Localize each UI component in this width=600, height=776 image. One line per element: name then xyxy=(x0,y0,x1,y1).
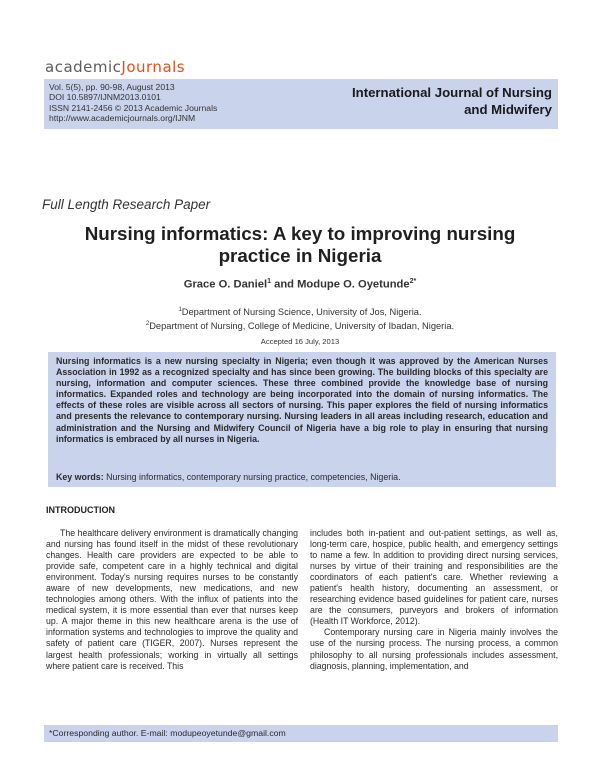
journal-name-line1: International Journal of Nursing xyxy=(351,85,552,100)
corresponding-mark: * xyxy=(413,278,417,285)
meta-volume: Vol. 5(5), pp. 90-98, August 2013 xyxy=(49,82,175,92)
meta-doi: DOI 10.5897/IJNM2013.0101 xyxy=(49,92,161,103)
meta-url[interactable]: http://www.academicjournals.org/IJNM xyxy=(49,112,196,123)
journal-name xyxy=(322,84,552,118)
paper-title xyxy=(40,223,560,267)
author-affil-sup: 1 xyxy=(267,278,271,285)
author-name: Grace O. Daniel xyxy=(183,278,268,291)
paragraph: The healthcare delivery environment is dramatically changing and nursing has found itself in the midst of these revolutionary changes. Health care providers are expected to be able to provide safe, competent care in a highly technical and digital environment. Today's nursing requires nurses to be constantly aware of new developments, new medications, and new technologies among others. With the influx of patients into the medical system, it is more essential than ever that nurses keep up. A major theme in this new healthcare arena is the use of information systems and technologies to improve the quality and safety of patient care (TIGER, 2007). Nurses represent the largest health professionals; working in virtually all settings where patient care is received. This xyxy=(46,528,298,671)
article-type: Full Length Research Paper xyxy=(42,197,211,212)
paragraph: includes both in-patient and out-patient settings, as well as, long-term care, hospice, public health, and emergency settings to name a few. In addition to providing direct nursing services, nurses by virtue of their training and responsibilities are the coordinators of each patient's care. Whether reviewing a patient's health history, documenting an assessment, or researching evidence based guidelines for patient care, nurses are the consumers, purveyors and brokers of information (Health IT Workforce, 2012). xyxy=(310,528,558,627)
paragraph: Contemporary nursing care in Nigeria mainly involves the use of the nursing process. The nursing process, a common philosophy to all nursing professionals includes assessment, diagnosis, planning, implementation, and xyxy=(310,627,558,671)
affiliation-sup: 1 xyxy=(178,307,182,313)
author-separator: and xyxy=(270,278,298,291)
corresponding-author-note: *Corresponding author. E-mail: modupeoyetunde@gmail.com xyxy=(49,728,286,738)
affiliation-text: Department of Nursing Science, University of Jos, Nigeria. xyxy=(181,307,422,318)
journal-logo xyxy=(45,58,185,76)
affiliation-1 xyxy=(40,304,560,318)
keywords-label: Key words: xyxy=(56,472,104,482)
body-column-left xyxy=(46,528,298,672)
section-heading-introduction: INTRODUCTION xyxy=(46,505,115,515)
author-affil-sup: 2 xyxy=(409,278,414,285)
body-column-right xyxy=(310,528,558,672)
paper-title-line1: Nursing informatics: A key to improving nursing xyxy=(84,223,516,244)
author-list xyxy=(40,278,560,291)
meta-issn: ISSN 2141-2456 © 2013 Academic Journals xyxy=(49,102,218,113)
journal-name-line2: and Midwifery xyxy=(464,102,552,117)
keywords xyxy=(56,472,548,482)
logo-text-journals: Journals xyxy=(121,58,186,76)
publication-meta xyxy=(49,82,309,123)
abstract-text: Nursing informatics is a new nursing specialty in Nigeria; even though it was approved by the American Nurses Association in 1992 as a recognized specialty and has since been growing. The building blocks of this specialty are nursing, information and computer sciences. These three combined provide the knowledge base of nursing informatics. Expanded roles and technology are being incorporated into the domain of nursing informatics. The effects of these roles are visible across all sectors of nursing. This paper explores the field of nursing informatics and presents the relevance to contemporary nursing. Nursing leaders in all areas including research, education and administration and the Nursing and Midwifery Council of Nigeria have a big role to play in ensuring that nursing informatics is embraced by all nurses in Nigeria. xyxy=(56,356,548,444)
accepted-date: Accepted 16 July, 2013 xyxy=(260,337,340,346)
logo-text-academic: academic xyxy=(45,58,122,76)
affiliation-sup: 2 xyxy=(145,321,150,328)
paper-title-line2: practice in Nigeria xyxy=(218,245,382,266)
affiliation-2 xyxy=(40,318,560,332)
affiliation-text: Department of Nursing, College of Medicine, University of Ibadan, Nigeria. xyxy=(149,321,455,332)
affiliations xyxy=(40,304,560,332)
author-name: Modupe O. Oyetunde xyxy=(297,278,410,291)
keywords-list: Nursing informatics, contemporary nursing practice, competencies, Nigeria. xyxy=(103,472,401,482)
